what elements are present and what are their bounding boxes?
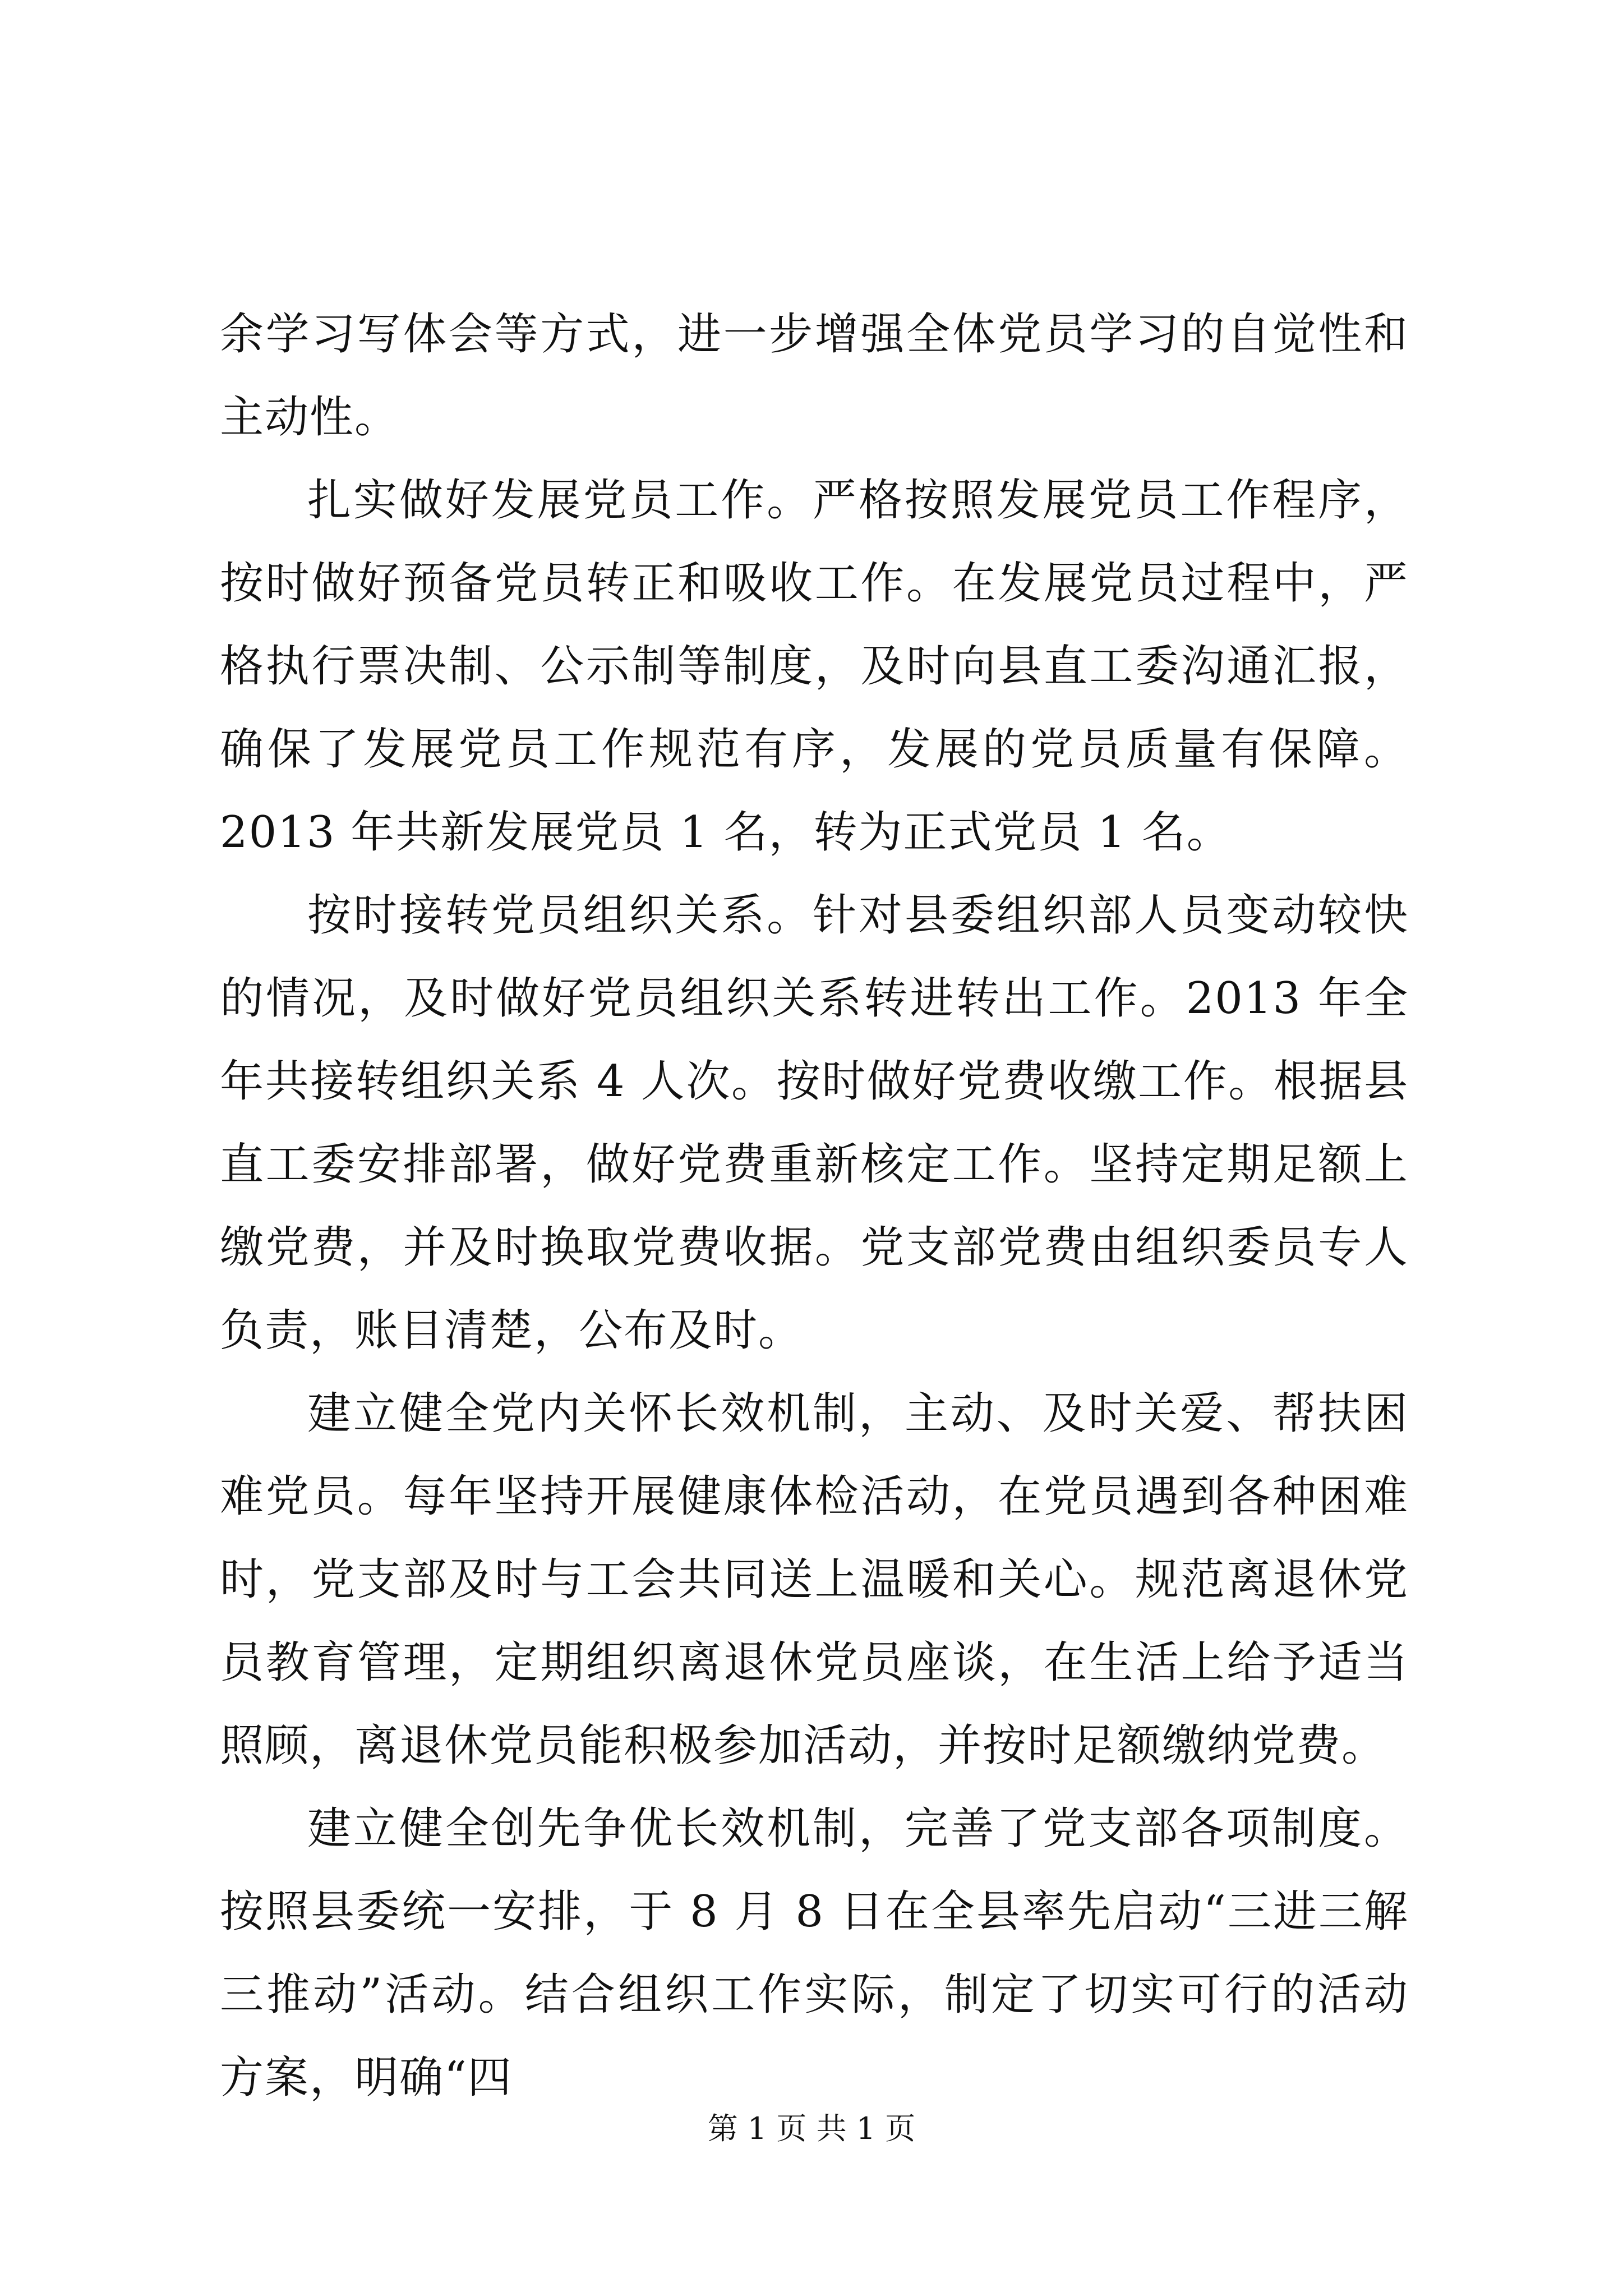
paragraph-continuation: 余学习写体会等方式，进一步增强全体党员学习的自觉性和主动性。 <box>220 309 1409 443</box>
paragraph-organization-relations: 按时接转党员组织关系。针对县委组织部人员变动较快的情况，及时做好党员组织关系转进转出工作。2013 年全年共接转组织关系 4 人次。按时做好党费收缴工作。根据县直工委安排部署，做好党费重新核定工作。坚持定期足额上缴党费，并及时换取党费收据。党支部党费由组织委员专人负责，账目清楚，公布及时。 <box>220 890 1409 1356</box>
page-footer <box>0 2109 1623 2148</box>
document-body <box>220 293 1409 2119</box>
paragraph-care-mechanism: 建立健全党内关怀长效机制，主动、及时关爱、帮扶困难党员。每年坚持开展健康体检活动，在党员遇到各种困难时，党支部及时与工会共同送上温暖和关心。规范离退休党员教育管理，定期组织离退休党员座谈，在生活上给予适当照顾，离退休党员能积极参加活动，并按时足额缴纳党费。 <box>220 1388 1409 1771</box>
page-number-label: 第 1 页 共 1 页 <box>707 2111 916 2146</box>
paragraph-party-member-development: 扎实做好发展党员工作。严格按照发展党员工作程序，按时做好预备党员转正和吸收工作。在发展党员过程中，严格执行票决制、公示制等制度，及时向县直工委沟通汇报，确保了发展党员工作规范有序，发展的党员质量有保障。2013 年共新发展党员 1 名，转为正式党员 1 名。 <box>220 475 1409 858</box>
paragraph-excellence-mechanism: 建立健全创先争优长效机制，完善了党支部各项制度。按照县委统一安排，于 8 月 8 日在全县率先启动“三进三解三推动”活动。结合组织工作实际，制定了切实可行的活动方案，明确“四 <box>220 1803 1409 2103</box>
